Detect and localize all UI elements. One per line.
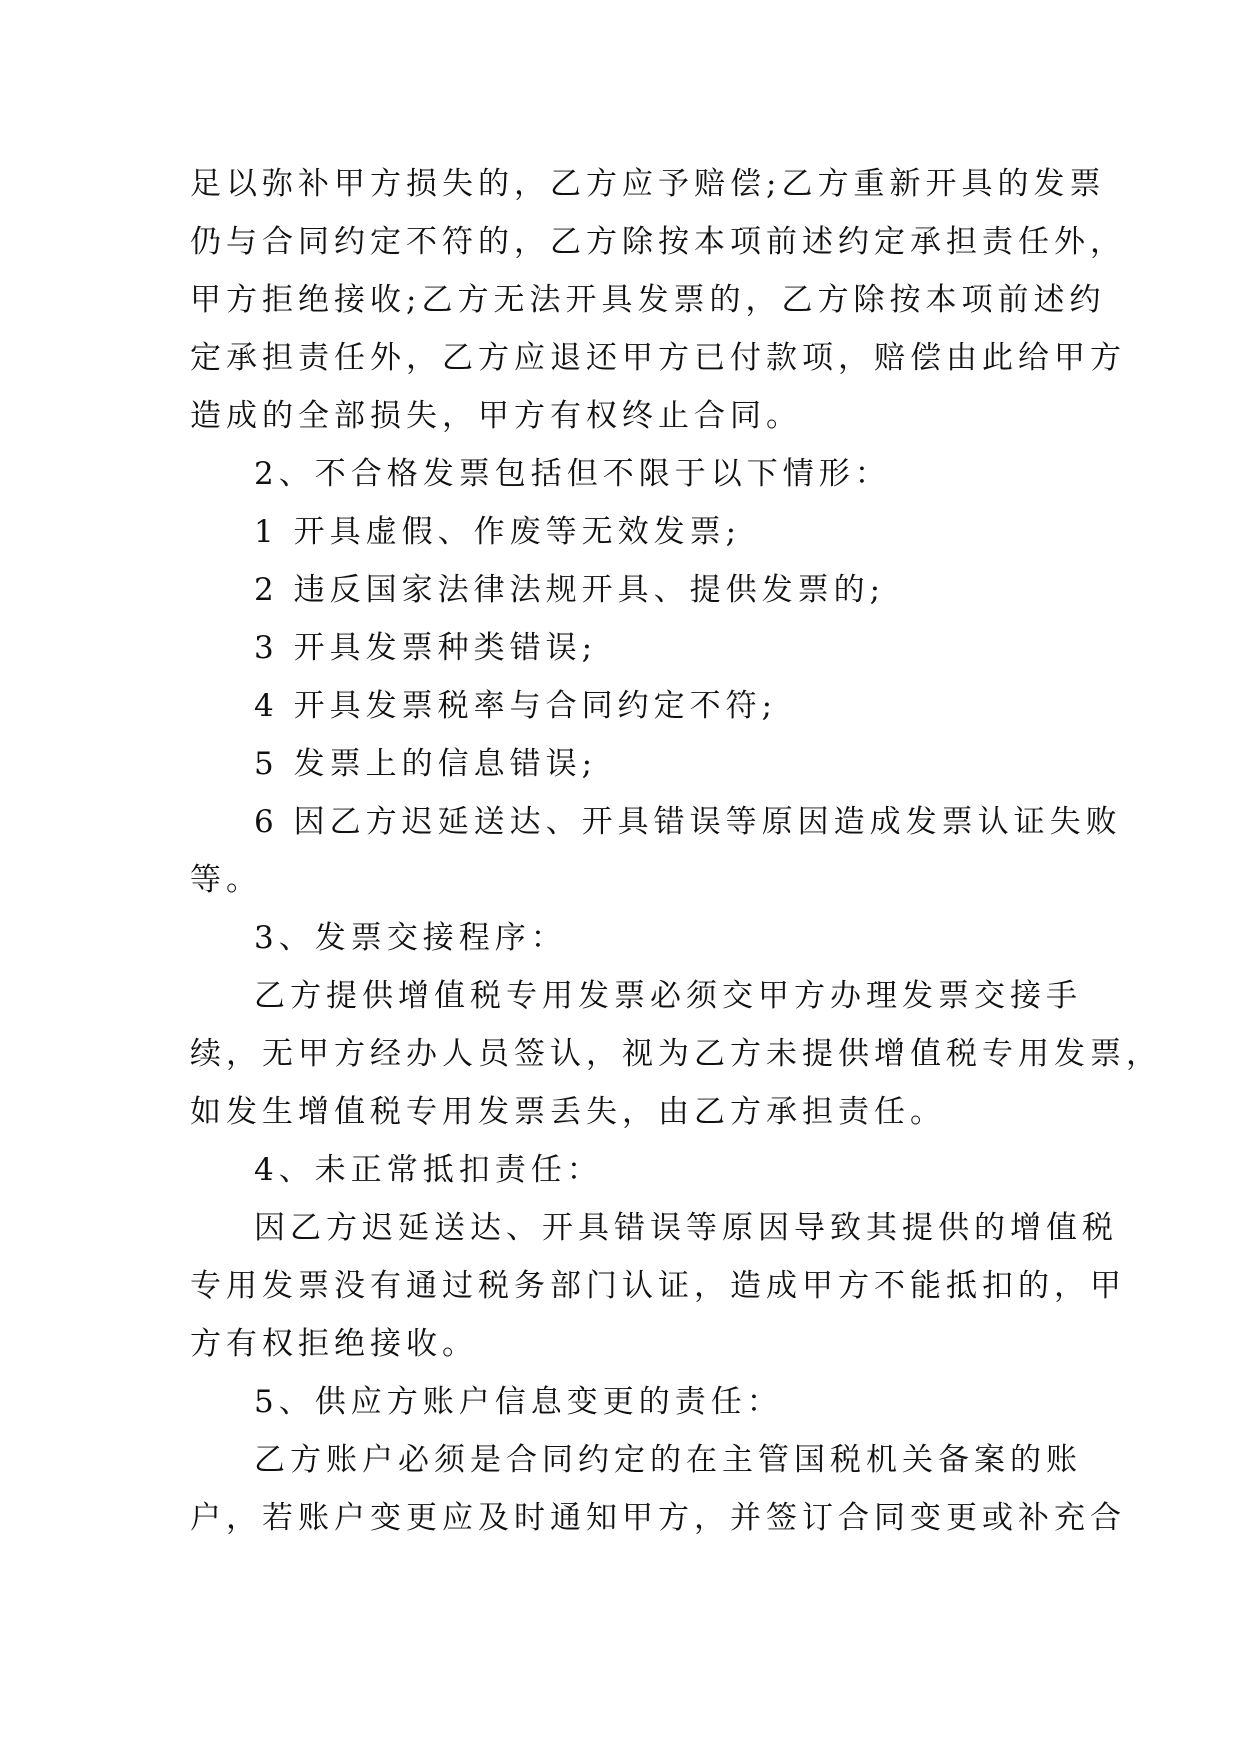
text-line: 足以弥补甲方损失的，乙方应予赔偿;乙方重新开具的发票 <box>190 166 1106 202</box>
list-item: 2 违反国家法律法规开具、提供发票的; <box>254 572 886 608</box>
text-line: 造成的全部损失，甲方有权终止合同。 <box>190 398 802 434</box>
text-line: 专用发票没有通过税务部门认证，造成甲方不能抵扣的，甲 <box>190 1268 1126 1304</box>
list-item: 5 发票上的信息错误; <box>254 746 598 782</box>
text-line: 等。 <box>190 862 262 898</box>
text-line: 乙方提供增值税专用发票必须交甲方办理发票交接手 <box>254 978 1082 1014</box>
document-body <box>190 155 1162 1547</box>
text-line: 户，若账户变更应及时通知甲方，并签订合同变更或补充合 <box>190 1500 1126 1536</box>
text-line: 续，无甲方经办人员签认，视为乙方未提供增值税专用发票， <box>190 1036 1162 1072</box>
text-line: 仍与合同约定不符的，乙方除按本项前述约定承担责任外， <box>190 224 1126 260</box>
text-line: 甲方拒绝接收;乙方无法开具发票的，乙方除按本项前述约 <box>190 282 1106 318</box>
clause-heading: 4、未正常抵扣责任： <box>254 1152 603 1188</box>
clause-heading: 5、供应方账户信息变更的责任： <box>254 1384 783 1420</box>
text-line: 乙方账户必须是合同约定的在主管国税机关备案的账 <box>254 1442 1082 1478</box>
text-line: 定承担责任外，乙方应退还甲方已付款项，赔偿由此给甲方 <box>190 340 1126 376</box>
clause-heading: 2、不合格发票包括但不限于以下情形： <box>254 456 891 492</box>
text-line: 因乙方迟延送达、开具错误等原因导致其提供的增值税 <box>254 1210 1118 1246</box>
list-item: 3 开具发票种类错误; <box>254 630 598 666</box>
text-line: 如发生增值税专用发票丢失，由乙方承担责任。 <box>190 1094 946 1130</box>
clause-heading: 3、发票交接程序： <box>254 920 567 956</box>
list-item: 4 开具发票税率与合同约定不符; <box>254 688 778 724</box>
list-item: 6 因乙方迟延送达、开具错误等原因造成发票认证失败 <box>254 804 1122 840</box>
list-item: 1 开具虚假、作废等无效发票; <box>254 514 742 550</box>
text-line: 方有权拒绝接收。 <box>190 1326 478 1362</box>
